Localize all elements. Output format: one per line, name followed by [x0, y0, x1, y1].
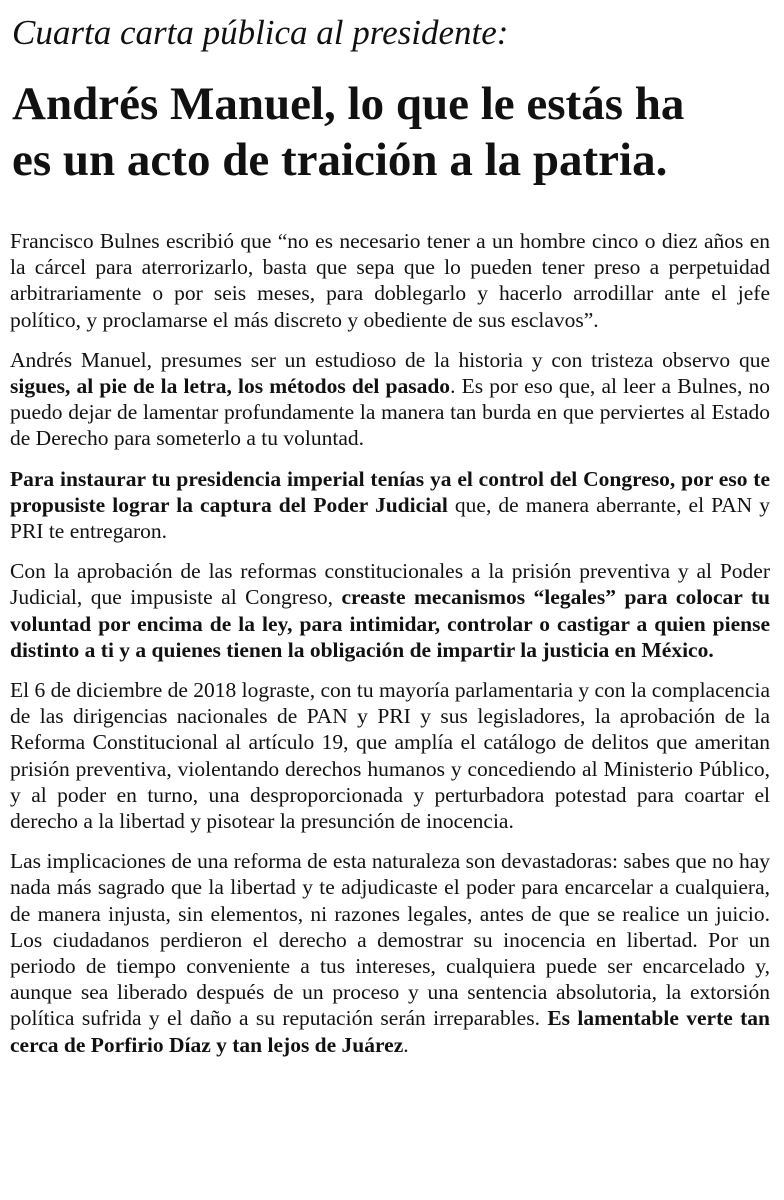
- headline-line-1: Andrés Manuel, lo que le estás ha: [12, 78, 685, 130]
- paragraph-2-emphasis: sigues, al pie de la letra, los métodos del pasado: [10, 374, 451, 399]
- kicker-title: Cuarta carta pública al presidente:: [12, 13, 509, 52]
- paragraph-3-emphasis: Para instaurar tu presidencia imperial tenías ya el control del Congreso, por eso te propusiste lograr la captura del Poder Judicial: [10, 466, 770, 517]
- paragraph-6-text-a: Las implicaciones de una reforma de esta naturaleza son devastadoras: sabes que no hay nada más sagrado que la libertad y te adjudicaste el poder para encarcelar a cualquiera, de manera injusta, sin elementos, ni razones legales, antes de que se realice un juicio. Los ciudadanos perdieron el derecho a demostrar su inocencia en libertad. Por un periodo de tiempo conveniente a tus intereses, cualquiera puede ser encarcelado y, aunque sea liberado después de un proceso y una sentencia absolutoria, la extorsión política sufrida y el daño a su reputación serán irreparables.: [10, 849, 770, 1031]
- paragraph-2-text-c: . Es por eso que, al leer a Bulnes, no puedo dejar de lamentar profundamente la manera tan burda en que perviertes al Estado de Derecho para someterlo a tu voluntad.: [10, 374, 770, 451]
- paragraph-4-emphasis: creaste mecanismos “legales” para colocar tu voluntad por encima de la ley, para intimidar, controlar o castigar a quien piense distinto a ti y a quienes tienen la obligación de impartir la justicia en México.: [10, 585, 770, 662]
- paragraph-3: [10, 466, 770, 545]
- paragraph-1: Francisco Bulnes escribió que “no es necesario tener a un hombre cinco o diez años en la cárcel para aterrorizarlo, basta que sepa que lo pueden tener preso a perpetuidad arbitrariamente o por seis meses, para doblegarlo y hacerlo arrodillar ante el jefe político, y proclamarse el más discreto y obediente de sus esclavos”.: [10, 229, 770, 332]
- paragraph-3-text-b: que, de manera aberrante, el PAN y PRI te entregaron.: [10, 492, 770, 544]
- paragraph-6-text-c: .: [403, 1032, 409, 1057]
- headline-line-2: es un acto de traición a la patria.: [12, 134, 668, 186]
- paragraph-2: [10, 347, 770, 452]
- paragraph-5: El 6 de diciembre de 2018 lograste, con tu mayoría parlamentaria y con la complacencia de las dirigencias nacionales de PAN y PRI y sus legisladores, la aprobación de la Reforma Constitucional al artículo 19, que amplía el catálogo de delitos que ameritan prisión preventiva, violentando derechos humanos y concediendo al Ministerio Público, y al poder en turno, una desproporcionada y perturbadora potestad para coartar el derecho a la libertad y pisotear la presunción de inocencia.: [10, 678, 770, 834]
- paragraph-6: [10, 848, 770, 1058]
- paragraph-2-text-a: Andrés Manuel, presumes ser un estudioso de la historia y con tristeza observo que: [10, 347, 770, 372]
- paragraph-4-text-a: Con la aprobación de las reformas constitucionales a la prisión preventiva y al Poder Judicial, que impusiste al Congreso,: [10, 559, 770, 610]
- headline: [12, 76, 784, 188]
- letter-body: [10, 228, 770, 1072]
- paragraph-6-emphasis: Es lamentable verte tan cerca de Porfirio Díaz y tan lejos de Juárez: [10, 1006, 770, 1057]
- paragraph-4: [10, 558, 770, 663]
